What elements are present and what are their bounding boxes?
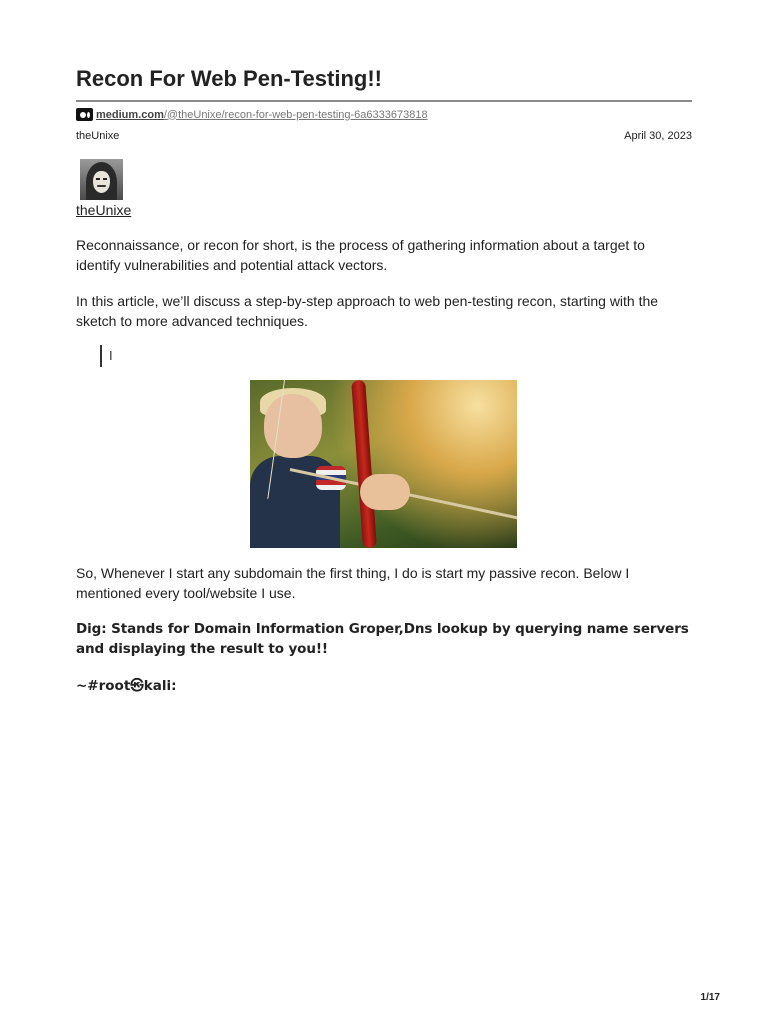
page-number: 1/17 [700,992,720,1003]
intro-paragraph: Reconnaissance, or recon for short, is the process of gathering information about a target to identify vulnerabilities and potential attack vectors. [76,237,645,273]
source-domain-link[interactable]: medium.com [96,108,164,121]
approach-paragraph: In this article, we’ll discuss a step-by-step approach to web pen-testing recon, starting with the sketch to more advanced techniques. [76,293,659,329]
medium-logo-icon [76,108,93,121]
shell-prompt: ~#root㉿kali: [76,678,177,694]
publish-date: April 30, 2023 [624,130,692,142]
dig-description: Dig: Stands for Domain Information Groper,Dns lookup by querying name servers and displaying the result to you!! [76,621,689,657]
source-line [76,108,428,121]
passive-recon-paragraph: So, Whenever I start any subdomain the first thing, I do is start my passive recon. Below I mentioned every tool/website I use. [76,565,630,601]
source-path-link[interactable]: /@theUnixe/recon-for-web-pen-testing-6a6333673818 [163,108,428,121]
author-profile-link[interactable]: theUnixe [76,202,132,218]
author-name: theUnixe [76,130,120,142]
article-title: Recon For Web Pen-Testing!! [76,66,382,91]
author-avatar[interactable] [80,159,123,200]
blockquote: I [100,345,113,367]
title-divider [76,100,692,102]
article-hero-image [250,380,517,548]
article-meta [76,130,692,142]
